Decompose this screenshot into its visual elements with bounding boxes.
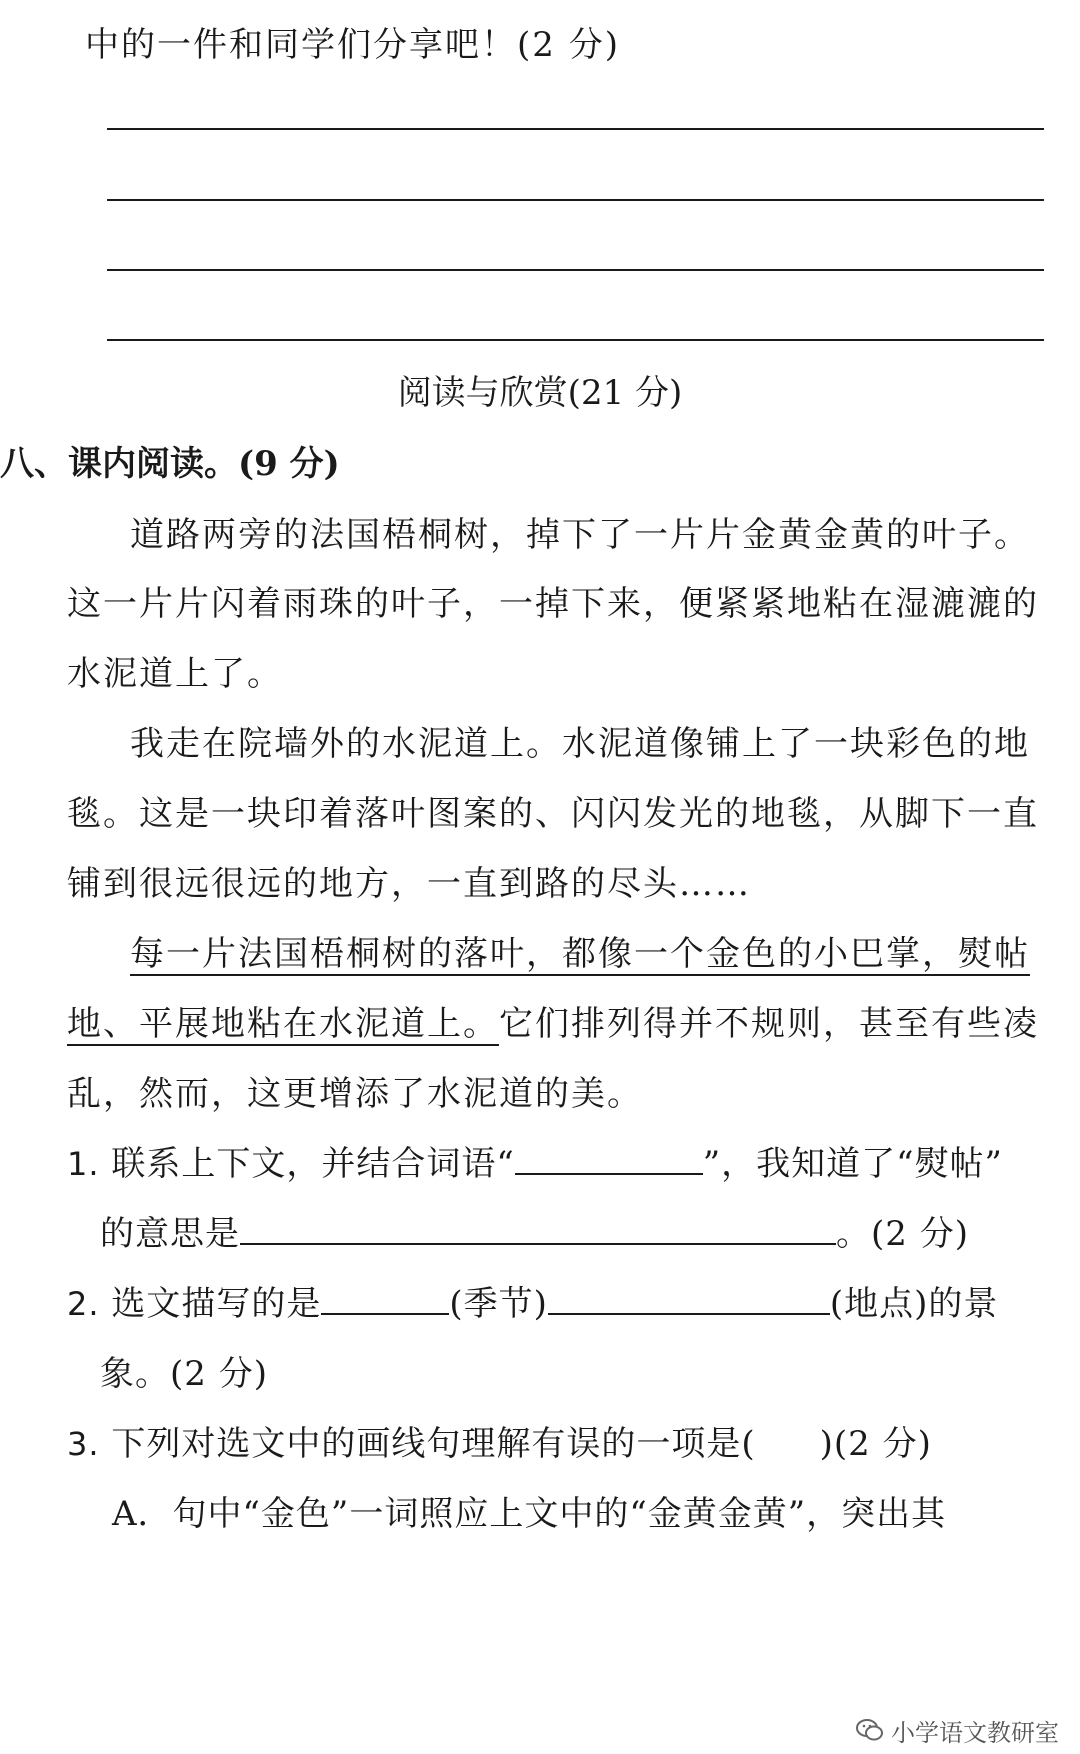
word-blank[interactable] [515, 1143, 703, 1175]
wechat-icon [855, 1715, 885, 1745]
passage-line: 毯。这是一块印着落叶图案的、闪闪发光的地毯，从脚下一直 [67, 794, 1039, 834]
question-text: (季节) [449, 1284, 548, 1324]
question-text: 的意思是 [100, 1214, 240, 1254]
question-text: 。(2 分) [836, 1214, 969, 1254]
place-blank[interactable] [548, 1283, 830, 1315]
question-1-line-2 [100, 1213, 969, 1255]
question-number: 3. [67, 1425, 100, 1463]
answer-line[interactable] [107, 339, 1044, 341]
season-blank[interactable] [321, 1283, 449, 1315]
passage-line [67, 1003, 1039, 1045]
answer-line[interactable] [107, 269, 1044, 271]
previous-question-continuation: 中的一件和同学们分享吧！(2 分) [85, 25, 620, 65]
passage-line: 我走在院墙外的水泥道上。水泥道像铺上了一块彩色的地 [130, 724, 1030, 764]
passage-line: 乱，然而，这更增添了水泥道的美。 [67, 1074, 643, 1114]
section-heading: 阅读与欣赏(21 分) [397, 373, 683, 413]
passage-line: 铺到很远很远的地方，一直到路的尽头…… [67, 864, 751, 904]
passage-text: 它们排列得并不规则，甚至有些凌 [499, 1004, 1039, 1044]
part-title: 八、课内阅读。(9 分) [0, 444, 340, 484]
question-text: (地点)的景 [829, 1284, 999, 1324]
watermark [855, 1706, 1080, 1754]
question-text: )(2 分) [819, 1424, 932, 1464]
question-text: ”，我知道了“熨帖” [702, 1144, 1003, 1184]
passage-line: 水泥道上了。 [67, 654, 283, 694]
meaning-blank[interactable] [240, 1213, 836, 1245]
answer-line[interactable] [107, 199, 1044, 201]
answer-line[interactable] [107, 128, 1044, 130]
question-number: 1. [67, 1145, 100, 1183]
question-text: 联系上下文，并结合词语“ [111, 1144, 515, 1184]
question-number: 2. [67, 1285, 100, 1323]
question-3 [67, 1423, 932, 1465]
question-2-line-2: 象。(2 分) [100, 1354, 268, 1394]
question-text: 选文描写的是 [111, 1284, 322, 1324]
watermark-text: 小学语文教研室 [891, 1718, 1059, 1747]
question-text: 下列对选文中的画线句理解有误的一项是( [111, 1424, 756, 1464]
question-1 [67, 1143, 1003, 1185]
passage-line: 这一片片闪着雨珠的叶子，一掉下来，便紧紧地粘在湿漉漉的 [67, 584, 1039, 624]
option-a: A．句中“金色”一词照应上文中的“金黄金黄”，突出其 [112, 1494, 947, 1534]
question-2 [67, 1283, 998, 1325]
passage-line: 道路两旁的法国梧桐树，掉下了一片片金黄金黄的叶子。 [130, 515, 1030, 555]
underlined-sentence: 地、平展地粘在水泥道上。 [67, 1004, 499, 1044]
underlined-sentence: 每一片法国梧桐树的落叶，都像一个金色的小巴掌，熨帖 [130, 934, 1030, 974]
